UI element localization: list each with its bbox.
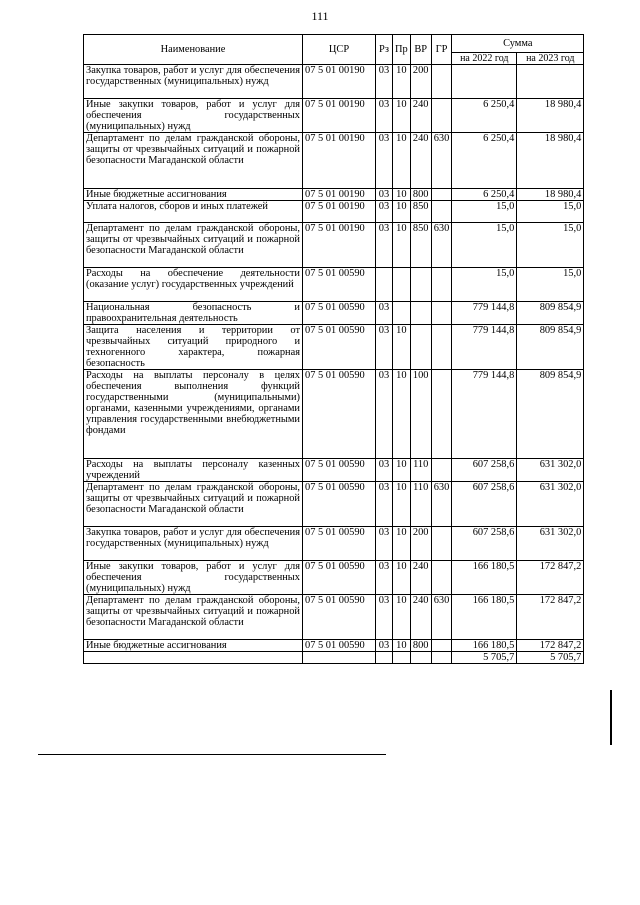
row-csr: 07 5 01 00190 <box>303 189 376 201</box>
row-sum-2022: 607 258,6 <box>452 527 517 561</box>
row-pr: 10 <box>393 189 411 201</box>
row-sum-2023: 172 847,2 <box>517 595 584 640</box>
row-pr: 10 <box>393 99 411 133</box>
row-name <box>84 652 303 664</box>
row-vr <box>410 302 431 325</box>
table-row <box>84 99 584 133</box>
row-sum-2022: 6 250,4 <box>452 189 517 201</box>
row-sum-2023: 5 705,7 <box>517 652 584 664</box>
row-vr: 240 <box>410 133 431 189</box>
row-pr: 10 <box>393 527 411 561</box>
row-sum-2023: 15,0 <box>517 201 584 223</box>
row-sum-2023: 18 980,4 <box>517 189 584 201</box>
table-row <box>84 201 584 223</box>
row-name: Департамент по делам гражданской обороны, защиты от чрезвычайных ситуаций и пожарной безопасности Магаданской области <box>84 223 303 268</box>
row-vr: 200 <box>410 65 431 99</box>
row-gr <box>431 370 452 459</box>
row-gr: 630 <box>431 223 452 268</box>
row-sum-2023 <box>517 65 584 99</box>
row-csr: 07 5 01 00590 <box>303 640 376 652</box>
row-vr <box>410 652 431 664</box>
header-rz: Рз <box>376 35 393 65</box>
row-csr: 07 5 01 00590 <box>303 302 376 325</box>
row-rz: 03 <box>376 370 393 459</box>
row-vr: 800 <box>410 640 431 652</box>
row-gr: 630 <box>431 595 452 640</box>
header-sum-2023: на 2023 год <box>517 53 584 65</box>
row-rz: 03 <box>376 482 393 527</box>
row-rz: 03 <box>376 595 393 640</box>
header-vr: ВР <box>410 35 431 65</box>
header-sum-2022: на 2022 год <box>452 53 517 65</box>
row-rz: 03 <box>376 99 393 133</box>
table-row <box>84 595 584 640</box>
table-row <box>84 133 584 189</box>
row-name: Департамент по делам гражданской обороны, защиты от чрезвычайных ситуаций и пожарной безопасности Магаданской области <box>84 595 303 640</box>
row-vr: 850 <box>410 223 431 268</box>
row-sum-2023: 631 302,0 <box>517 527 584 561</box>
row-pr <box>393 268 411 302</box>
table-row <box>84 482 584 527</box>
row-sum-2023: 809 854,9 <box>517 370 584 459</box>
row-name: Иные закупки товаров, работ и услуг для обеспечения государственных (муниципальных) нужд <box>84 99 303 133</box>
row-sum-2023: 631 302,0 <box>517 482 584 527</box>
row-csr: 07 5 01 00590 <box>303 459 376 482</box>
row-rz: 03 <box>376 201 393 223</box>
row-sum-2023: 631 302,0 <box>517 459 584 482</box>
row-gr <box>431 527 452 561</box>
row-name: Защита населения и территории от чрезвычайных ситуаций природного и техногенного характера, пожарная безопасность <box>84 325 303 370</box>
row-pr: 10 <box>393 595 411 640</box>
row-csr: 07 5 01 00190 <box>303 65 376 99</box>
row-vr: 240 <box>410 561 431 595</box>
budget-table <box>83 34 584 664</box>
row-csr <box>303 652 376 664</box>
row-name: Расходы на выплаты персоналу в целях обеспечения выполнения функций государственными (муниципальными) органами, казенными учреждениями, органами управления государственными внебюджетными фондами <box>84 370 303 459</box>
row-sum-2023: 172 847,2 <box>517 640 584 652</box>
row-gr <box>431 652 452 664</box>
margin-mark <box>610 690 612 745</box>
row-vr <box>410 325 431 370</box>
row-gr <box>431 201 452 223</box>
row-gr <box>431 189 452 201</box>
row-sum-2023: 15,0 <box>517 268 584 302</box>
row-pr: 10 <box>393 561 411 595</box>
row-gr: 630 <box>431 133 452 189</box>
row-sum-2023: 18 980,4 <box>517 133 584 189</box>
row-csr: 07 5 01 00590 <box>303 527 376 561</box>
row-sum-2022: 6 250,4 <box>452 133 517 189</box>
row-rz: 03 <box>376 133 393 189</box>
row-vr: 200 <box>410 527 431 561</box>
row-sum-2022: 6 250,4 <box>452 99 517 133</box>
table-row <box>84 640 584 652</box>
row-pr: 10 <box>393 459 411 482</box>
row-csr: 07 5 01 00190 <box>303 223 376 268</box>
row-name: Расходы на обеспечение деятельности (оказание услуг) государственных учреждений <box>84 268 303 302</box>
row-name: Департамент по делам гражданской обороны, защиты от чрезвычайных ситуаций и пожарной безопасности Магаданской области <box>84 482 303 527</box>
row-name: Иные бюджетные ассигнования <box>84 640 303 652</box>
row-name: Закупка товаров, работ и услуг для обеспечения государственных (муниципальных) нужд <box>84 527 303 561</box>
table-row <box>84 370 584 459</box>
table-header <box>84 35 584 65</box>
row-vr: 110 <box>410 482 431 527</box>
row-rz: 03 <box>376 65 393 99</box>
row-rz: 03 <box>376 223 393 268</box>
row-rz <box>376 652 393 664</box>
row-gr <box>431 325 452 370</box>
header-sum: Сумма <box>452 35 584 53</box>
row-gr <box>431 302 452 325</box>
row-vr: 110 <box>410 459 431 482</box>
table-row <box>84 325 584 370</box>
row-pr: 10 <box>393 482 411 527</box>
row-rz: 03 <box>376 640 393 652</box>
row-vr: 240 <box>410 595 431 640</box>
row-sum-2023: 809 854,9 <box>517 302 584 325</box>
row-rz: 03 <box>376 527 393 561</box>
row-sum-2022: 607 258,6 <box>452 482 517 527</box>
row-vr: 240 <box>410 99 431 133</box>
row-sum-2023: 15,0 <box>517 223 584 268</box>
header-pr: Пр <box>393 35 411 65</box>
row-gr <box>431 640 452 652</box>
row-name: Департамент по делам гражданской обороны, защиты от чрезвычайных ситуаций и пожарной безопасности Магаданской области <box>84 133 303 189</box>
row-name: Закупка товаров, работ и услуг для обеспечения государственных (муниципальных) нужд <box>84 65 303 99</box>
row-sum-2022 <box>452 65 517 99</box>
row-rz: 03 <box>376 325 393 370</box>
row-sum-2022: 15,0 <box>452 201 517 223</box>
table-row <box>84 527 584 561</box>
row-csr: 07 5 01 00190 <box>303 133 376 189</box>
row-pr <box>393 302 411 325</box>
row-name: Расходы на выплаты персоналу казенных учреждений <box>84 459 303 482</box>
row-sum-2023: 18 980,4 <box>517 99 584 133</box>
row-gr <box>431 459 452 482</box>
page-number: 111 <box>311 9 329 23</box>
row-pr: 10 <box>393 65 411 99</box>
row-gr <box>431 65 452 99</box>
row-vr <box>410 268 431 302</box>
row-sum-2022: 779 144,8 <box>452 370 517 459</box>
row-sum-2022: 15,0 <box>452 223 517 268</box>
row-sum-2022: 5 705,7 <box>452 652 517 664</box>
row-sum-2022: 166 180,5 <box>452 561 517 595</box>
row-pr: 10 <box>393 223 411 268</box>
table-row <box>84 268 584 302</box>
table-row <box>84 561 584 595</box>
table-row <box>84 223 584 268</box>
row-sum-2022: 166 180,5 <box>452 640 517 652</box>
row-name: Национальная безопасность и правоохранительная деятельность <box>84 302 303 325</box>
row-rz: 03 <box>376 189 393 201</box>
row-sum-2023: 172 847,2 <box>517 561 584 595</box>
row-pr: 10 <box>393 133 411 189</box>
row-vr: 100 <box>410 370 431 459</box>
row-name: Иные бюджетные ассигнования <box>84 189 303 201</box>
row-pr <box>393 652 411 664</box>
row-csr: 07 5 01 00590 <box>303 268 376 302</box>
row-rz: 03 <box>376 561 393 595</box>
row-pr: 10 <box>393 640 411 652</box>
row-name: Иные закупки товаров, работ и услуг для обеспечения государственных (муниципальных) нужд <box>84 561 303 595</box>
footnote-divider <box>38 754 386 755</box>
row-csr: 07 5 01 00590 <box>303 370 376 459</box>
row-name: Уплата налогов, сборов и иных платежей <box>84 201 303 223</box>
row-gr <box>431 561 452 595</box>
row-csr: 07 5 01 00590 <box>303 482 376 527</box>
row-pr: 10 <box>393 325 411 370</box>
table-row <box>84 189 584 201</box>
row-vr: 800 <box>410 189 431 201</box>
row-sum-2022: 166 180,5 <box>452 595 517 640</box>
row-csr: 07 5 01 00590 <box>303 561 376 595</box>
row-gr <box>431 99 452 133</box>
table-row <box>84 459 584 482</box>
table-row <box>84 652 584 664</box>
table-row <box>84 65 584 99</box>
row-sum-2022: 15,0 <box>452 268 517 302</box>
table-body <box>84 65 584 664</box>
row-sum-2022: 779 144,8 <box>452 325 517 370</box>
row-csr: 07 5 01 00590 <box>303 325 376 370</box>
row-gr <box>431 268 452 302</box>
row-csr: 07 5 01 00190 <box>303 201 376 223</box>
row-csr: 07 5 01 00590 <box>303 595 376 640</box>
row-sum-2022: 779 144,8 <box>452 302 517 325</box>
row-sum-2023: 809 854,9 <box>517 325 584 370</box>
row-pr: 10 <box>393 370 411 459</box>
row-pr: 10 <box>393 201 411 223</box>
row-csr: 07 5 01 00190 <box>303 99 376 133</box>
row-rz: 03 <box>376 302 393 325</box>
table-row <box>84 302 584 325</box>
row-rz <box>376 268 393 302</box>
row-sum-2022: 607 258,6 <box>452 459 517 482</box>
row-rz: 03 <box>376 459 393 482</box>
header-gr: ГР <box>431 35 452 65</box>
row-vr: 850 <box>410 201 431 223</box>
row-gr: 630 <box>431 482 452 527</box>
header-name: Наименование <box>84 35 303 65</box>
header-csr: ЦСР <box>303 35 376 65</box>
